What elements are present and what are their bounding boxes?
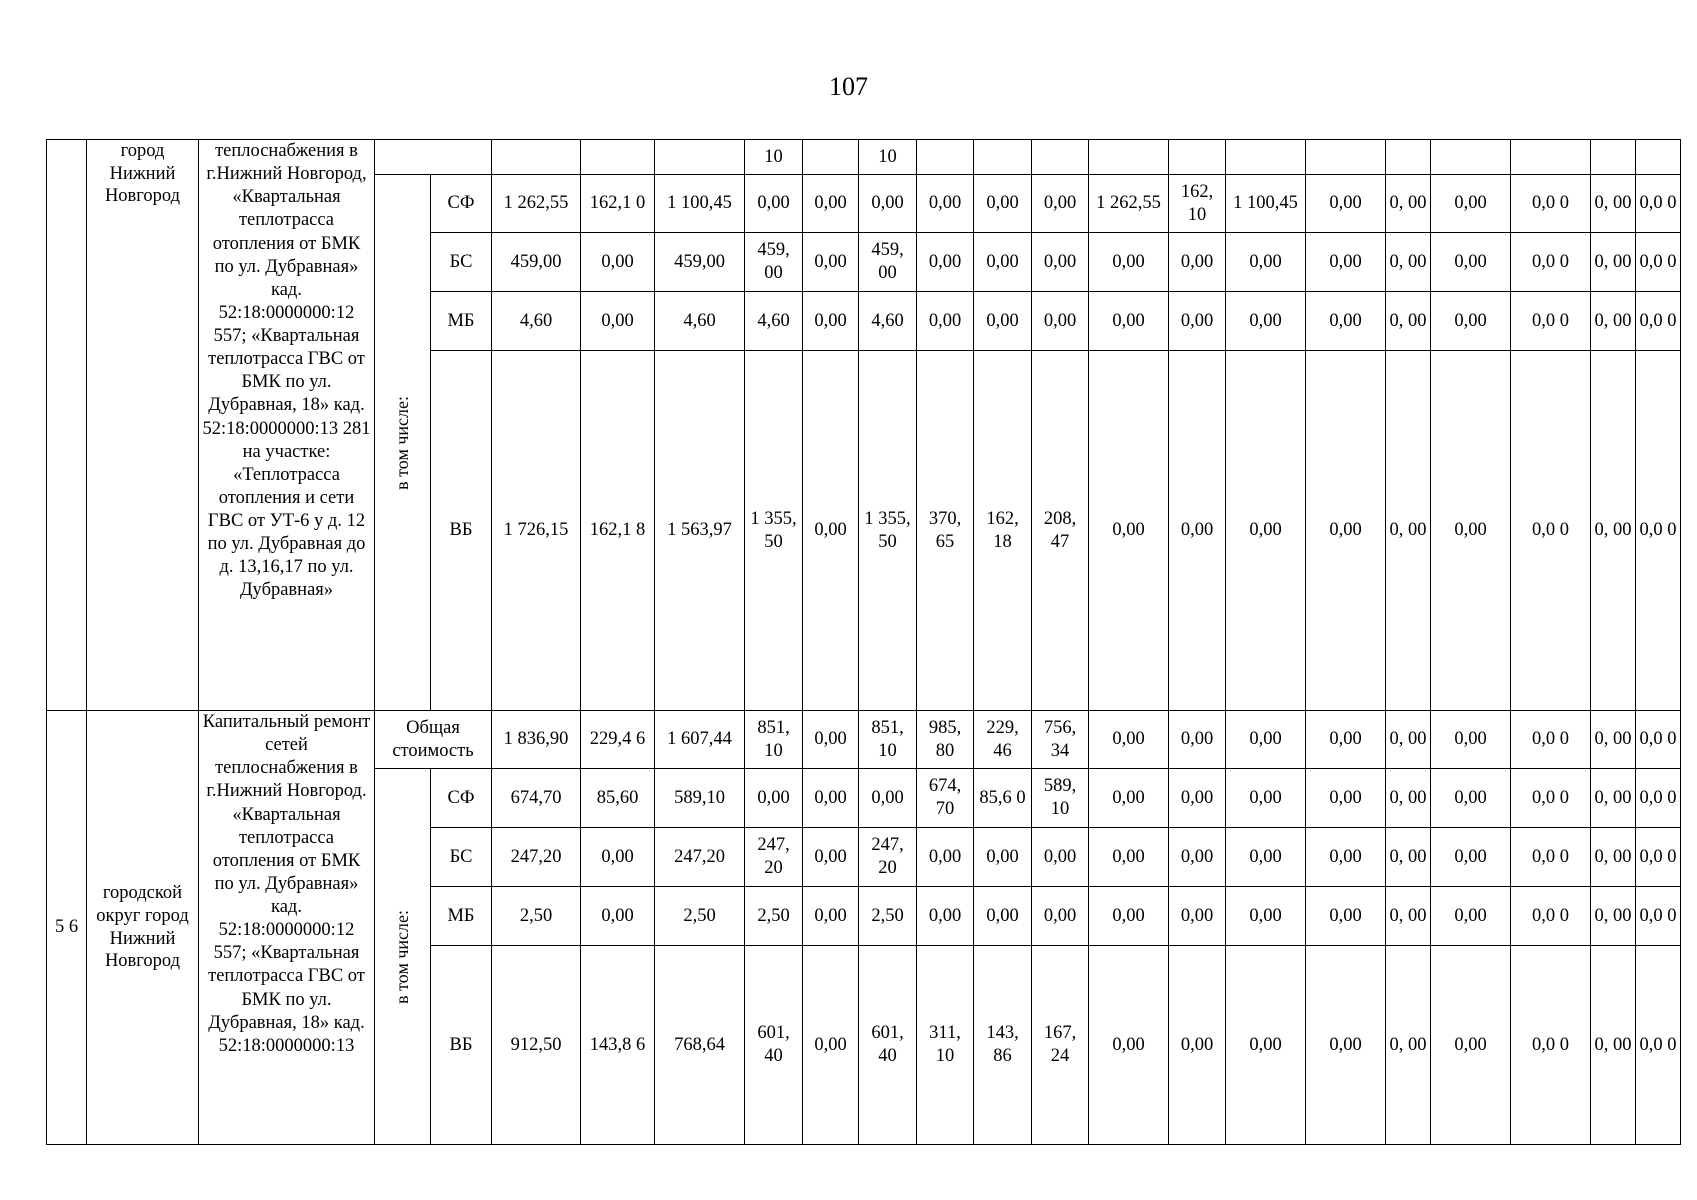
- description-cell: теплоснабжения в г.Нижний Новгород, «Квартальная теплотрасса отопления от БМК по ул. Дубравная» кад. 52:18:0000000:12 557; «Квартальная теплотрасса ГВС от БМК по ул. Дубравная, 18» кад. 52:18:0000000:13 281 на участке: «Теплотрасса отопления и сети ГВС от УТ-6 у д. 12 по ул. Дубравная до д. 13,16,17 по ул. Дубравная»: [199, 140, 375, 711]
- value-cell: 601, 40: [859, 946, 917, 1145]
- value-cell: 1 726,15: [492, 351, 581, 711]
- value-cell: 0, 00: [1386, 292, 1431, 351]
- value-cell: 0,00: [1089, 233, 1169, 292]
- value-cell: 1 100,45: [655, 175, 745, 233]
- value-cell: 0,0 0: [1636, 175, 1681, 233]
- funding-source-label: СФ: [431, 769, 492, 828]
- value-cell: 0,00: [1089, 711, 1169, 769]
- value-cell: 0, 00: [1386, 769, 1431, 828]
- funding-source-label: МБ: [431, 887, 492, 946]
- value-cell: 0,0 0: [1511, 711, 1591, 769]
- value-cell: 0,00: [974, 292, 1032, 351]
- value-cell: 851, 10: [745, 711, 803, 769]
- value-cell: 0,00: [1226, 828, 1306, 887]
- value-cell: [581, 140, 655, 175]
- value-cell: [1089, 140, 1169, 175]
- value-cell: 0,00: [917, 828, 974, 887]
- value-cell: 0,00: [974, 887, 1032, 946]
- value-cell: [1636, 140, 1681, 175]
- funding-source-label: СФ: [431, 175, 492, 233]
- value-cell: 0,00: [917, 233, 974, 292]
- value-cell: 167, 24: [1032, 946, 1089, 1145]
- municipality-cell: город Нижний Новгород: [87, 140, 199, 711]
- value-cell: 601, 40: [745, 946, 803, 1145]
- value-cell: [1226, 140, 1306, 175]
- value-cell: 851, 10: [859, 711, 917, 769]
- value-cell: 674, 70: [917, 769, 974, 828]
- value-cell: 0,0 0: [1636, 946, 1681, 1145]
- funding-table: [46, 139, 1681, 1145]
- value-cell: 10: [745, 140, 803, 175]
- value-cell: 0,00: [803, 711, 859, 769]
- value-cell: 0,00: [1226, 233, 1306, 292]
- value-cell: 0, 00: [1591, 175, 1636, 233]
- value-cell: 0,0 0: [1636, 769, 1681, 828]
- value-cell: 4,60: [655, 292, 745, 351]
- value-cell: 247,20: [655, 828, 745, 887]
- value-cell: 674,70: [492, 769, 581, 828]
- value-cell: 2,50: [745, 887, 803, 946]
- value-cell: 0,0 0: [1511, 828, 1591, 887]
- value-cell: 162, 10: [1169, 175, 1226, 233]
- value-cell: 0,00: [1032, 233, 1089, 292]
- value-cell: 247, 20: [859, 828, 917, 887]
- value-cell: 247,20: [492, 828, 581, 887]
- table-body: [47, 140, 1681, 1145]
- value-cell: 459, 00: [859, 233, 917, 292]
- value-cell: 0, 00: [1386, 828, 1431, 887]
- value-cell: [974, 140, 1032, 175]
- value-cell: 1 836,90: [492, 711, 581, 769]
- value-cell: 1 607,44: [655, 711, 745, 769]
- value-cell: 0,00: [1306, 292, 1386, 351]
- including-label-cell: [375, 769, 431, 1145]
- value-cell: 229, 46: [974, 711, 1032, 769]
- value-cell: 0,00: [1431, 828, 1511, 887]
- value-cell: 0,00: [803, 233, 859, 292]
- value-cell: [1032, 140, 1089, 175]
- value-cell: [1591, 140, 1636, 175]
- value-cell: 0, 00: [1386, 351, 1431, 711]
- value-cell: 208, 47: [1032, 351, 1089, 711]
- value-cell: 0, 00: [1591, 292, 1636, 351]
- value-cell: 0, 00: [1386, 175, 1431, 233]
- value-cell: 0,00: [1226, 711, 1306, 769]
- value-cell: 0,00: [1089, 828, 1169, 887]
- value-cell: 85,60: [581, 769, 655, 828]
- page-number: 107: [829, 72, 868, 101]
- value-cell: 1 355, 50: [859, 351, 917, 711]
- value-cell: 10: [859, 140, 917, 175]
- value-cell: 0, 00: [1386, 946, 1431, 1145]
- value-cell: 985, 80: [917, 711, 974, 769]
- value-cell: [1306, 140, 1386, 175]
- value-cell: 0, 00: [1386, 233, 1431, 292]
- value-cell: 0, 00: [1591, 233, 1636, 292]
- value-cell: 0,00: [1032, 175, 1089, 233]
- value-cell: 0,0 0: [1511, 946, 1591, 1145]
- value-cell: 0,00: [974, 233, 1032, 292]
- value-cell: 4,60: [859, 292, 917, 351]
- value-cell: 0, 00: [1591, 711, 1636, 769]
- value-cell: 0, 00: [1591, 351, 1636, 711]
- value-cell: [803, 140, 859, 175]
- value-cell: 0,00: [581, 292, 655, 351]
- value-cell: 0,0 0: [1636, 351, 1681, 711]
- value-cell: 247, 20: [745, 828, 803, 887]
- value-cell: 143, 86: [974, 946, 1032, 1145]
- value-cell: 0,00: [1431, 175, 1511, 233]
- value-cell: 370, 65: [917, 351, 974, 711]
- value-cell: 162,1 8: [581, 351, 655, 711]
- table-row: [47, 711, 1681, 769]
- value-cell: 0,00: [803, 175, 859, 233]
- value-cell: 1 563,97: [655, 351, 745, 711]
- value-cell: 0, 00: [1591, 769, 1636, 828]
- including-label: в том числе:: [391, 909, 412, 1004]
- value-cell: 0,00: [974, 175, 1032, 233]
- value-cell: 0,0 0: [1636, 887, 1681, 946]
- value-cell: 0,00: [1169, 351, 1226, 711]
- value-cell: 0,0 0: [1636, 233, 1681, 292]
- value-cell: 0,00: [803, 946, 859, 1145]
- value-cell: 0,0 0: [1636, 292, 1681, 351]
- row-number-cell: [47, 140, 87, 711]
- value-cell: 0,00: [1226, 887, 1306, 946]
- value-cell: [1386, 140, 1431, 175]
- value-cell: 1 262,55: [492, 175, 581, 233]
- value-cell: 0,00: [1306, 351, 1386, 711]
- value-cell: 0, 00: [1591, 946, 1636, 1145]
- value-cell: [1169, 140, 1226, 175]
- including-label-cell: [375, 175, 431, 711]
- value-cell: 0,00: [1089, 351, 1169, 711]
- value-cell: 0,00: [1431, 887, 1511, 946]
- value-cell: 0,00: [1089, 769, 1169, 828]
- value-cell: 0,00: [1226, 351, 1306, 711]
- value-cell: 0,00: [803, 769, 859, 828]
- value-cell: [1431, 140, 1511, 175]
- funding-source-label: БС: [431, 828, 492, 887]
- value-cell: 0, 00: [1591, 887, 1636, 946]
- value-cell: 756, 34: [1032, 711, 1089, 769]
- value-cell: 0,00: [1169, 769, 1226, 828]
- value-cell: 1 262,55: [1089, 175, 1169, 233]
- value-cell: 143,8 6: [581, 946, 655, 1145]
- value-cell: 229,4 6: [581, 711, 655, 769]
- description-cell: Капитальный ремонт сетей теплоснабжения в г.Нижний Новгород. «Квартальная теплотрасса отопления от БМК по ул. Дубравная» кад. 52:18:0000000:12 557; «Квартальная теплотрасса ГВС от БМК по ул. Дубравная, 18» кад. 52:18:0000000:13: [199, 711, 375, 1145]
- value-cell: 0,00: [803, 351, 859, 711]
- value-cell: 2,50: [859, 887, 917, 946]
- value-cell: 0,00: [1089, 887, 1169, 946]
- value-cell: [492, 140, 581, 175]
- value-cell: 0,00: [1169, 887, 1226, 946]
- value-cell: 0,00: [1306, 887, 1386, 946]
- value-cell: 0,00: [1306, 175, 1386, 233]
- value-cell: 0,00: [1431, 711, 1511, 769]
- value-cell: [1511, 140, 1591, 175]
- value-cell: 0,00: [1089, 292, 1169, 351]
- value-cell: 1 355, 50: [745, 351, 803, 711]
- value-cell: 0,00: [1226, 292, 1306, 351]
- value-cell: 2,50: [655, 887, 745, 946]
- value-cell: 0,00: [1431, 351, 1511, 711]
- value-cell: 0,0 0: [1511, 175, 1591, 233]
- value-cell: 162, 18: [974, 351, 1032, 711]
- value-cell: 0, 00: [1591, 828, 1636, 887]
- value-cell: [655, 140, 745, 175]
- value-cell: 0,00: [581, 233, 655, 292]
- value-cell: 0,00: [1306, 946, 1386, 1145]
- value-cell: 589,10: [655, 769, 745, 828]
- value-cell: 0,00: [745, 769, 803, 828]
- value-cell: 0,00: [1431, 946, 1511, 1145]
- value-cell: 0,0 0: [1511, 769, 1591, 828]
- value-cell: 0,00: [1032, 828, 1089, 887]
- value-cell: 0,0 0: [1636, 828, 1681, 887]
- value-cell: 0,0 0: [1511, 233, 1591, 292]
- value-cell: 0,00: [803, 887, 859, 946]
- value-cell: 0,00: [1169, 292, 1226, 351]
- value-cell: 162,1 0: [581, 175, 655, 233]
- value-cell: 0,00: [581, 828, 655, 887]
- value-cell: 0,00: [1169, 828, 1226, 887]
- value-cell: 0,0 0: [1511, 887, 1591, 946]
- value-cell: 0,00: [1169, 946, 1226, 1145]
- value-cell: 0,00: [917, 292, 974, 351]
- value-cell: 0,00: [1306, 828, 1386, 887]
- value-cell: 0, 00: [1386, 711, 1431, 769]
- value-cell: 4,60: [492, 292, 581, 351]
- value-cell: 0,00: [1226, 769, 1306, 828]
- value-cell: 0,0 0: [1511, 292, 1591, 351]
- value-cell: 0,00: [1169, 233, 1226, 292]
- value-cell: 0,0 0: [1636, 711, 1681, 769]
- value-cell: 0,00: [745, 175, 803, 233]
- row-number-cell: 5 6: [47, 711, 87, 1145]
- value-cell: 0,00: [974, 828, 1032, 887]
- table-row: [47, 140, 1681, 175]
- value-cell: 0,00: [1169, 711, 1226, 769]
- funding-source-label: ВБ: [431, 946, 492, 1145]
- value-cell: 0,00: [1306, 711, 1386, 769]
- municipality-cell: городской округ город Нижний Новгород: [87, 711, 199, 1145]
- value-cell: 0,00: [917, 175, 974, 233]
- value-cell: 0,00: [1431, 769, 1511, 828]
- value-cell: 0,00: [581, 887, 655, 946]
- value-cell: 0,00: [1089, 946, 1169, 1145]
- value-cell: 0,00: [1431, 292, 1511, 351]
- value-cell: 2,50: [492, 887, 581, 946]
- value-cell: 0,00: [1431, 233, 1511, 292]
- value-cell: 768,64: [655, 946, 745, 1145]
- value-cell: 459,00: [655, 233, 745, 292]
- value-cell: 85,6 0: [974, 769, 1032, 828]
- total-cost-label: Общая стоимость: [375, 711, 492, 769]
- value-cell: 0, 00: [1386, 887, 1431, 946]
- value-cell: 0,00: [803, 292, 859, 351]
- value-cell: 589, 10: [1032, 769, 1089, 828]
- value-cell: [917, 140, 974, 175]
- value-cell: 0,00: [1226, 946, 1306, 1145]
- value-cell: 311, 10: [917, 946, 974, 1145]
- value-cell: 459, 00: [745, 233, 803, 292]
- value-cell: 0,00: [859, 769, 917, 828]
- value-cell: 459,00: [492, 233, 581, 292]
- funding-source-label: ВБ: [431, 351, 492, 711]
- value-cell: 0,00: [1306, 233, 1386, 292]
- value-cell: 0,00: [1306, 769, 1386, 828]
- including-label: в том числе:: [391, 395, 412, 490]
- value-cell: 0,00: [1032, 887, 1089, 946]
- value-cell: 0,00: [859, 175, 917, 233]
- label-cell: [375, 140, 492, 175]
- value-cell: 912,50: [492, 946, 581, 1145]
- value-cell: 0,0 0: [1511, 351, 1591, 711]
- value-cell: 1 100,45: [1226, 175, 1306, 233]
- funding-source-label: МБ: [431, 292, 492, 351]
- value-cell: 0,00: [917, 887, 974, 946]
- value-cell: 0,00: [803, 828, 859, 887]
- funding-source-label: БС: [431, 233, 492, 292]
- value-cell: 0,00: [1032, 292, 1089, 351]
- value-cell: 4,60: [745, 292, 803, 351]
